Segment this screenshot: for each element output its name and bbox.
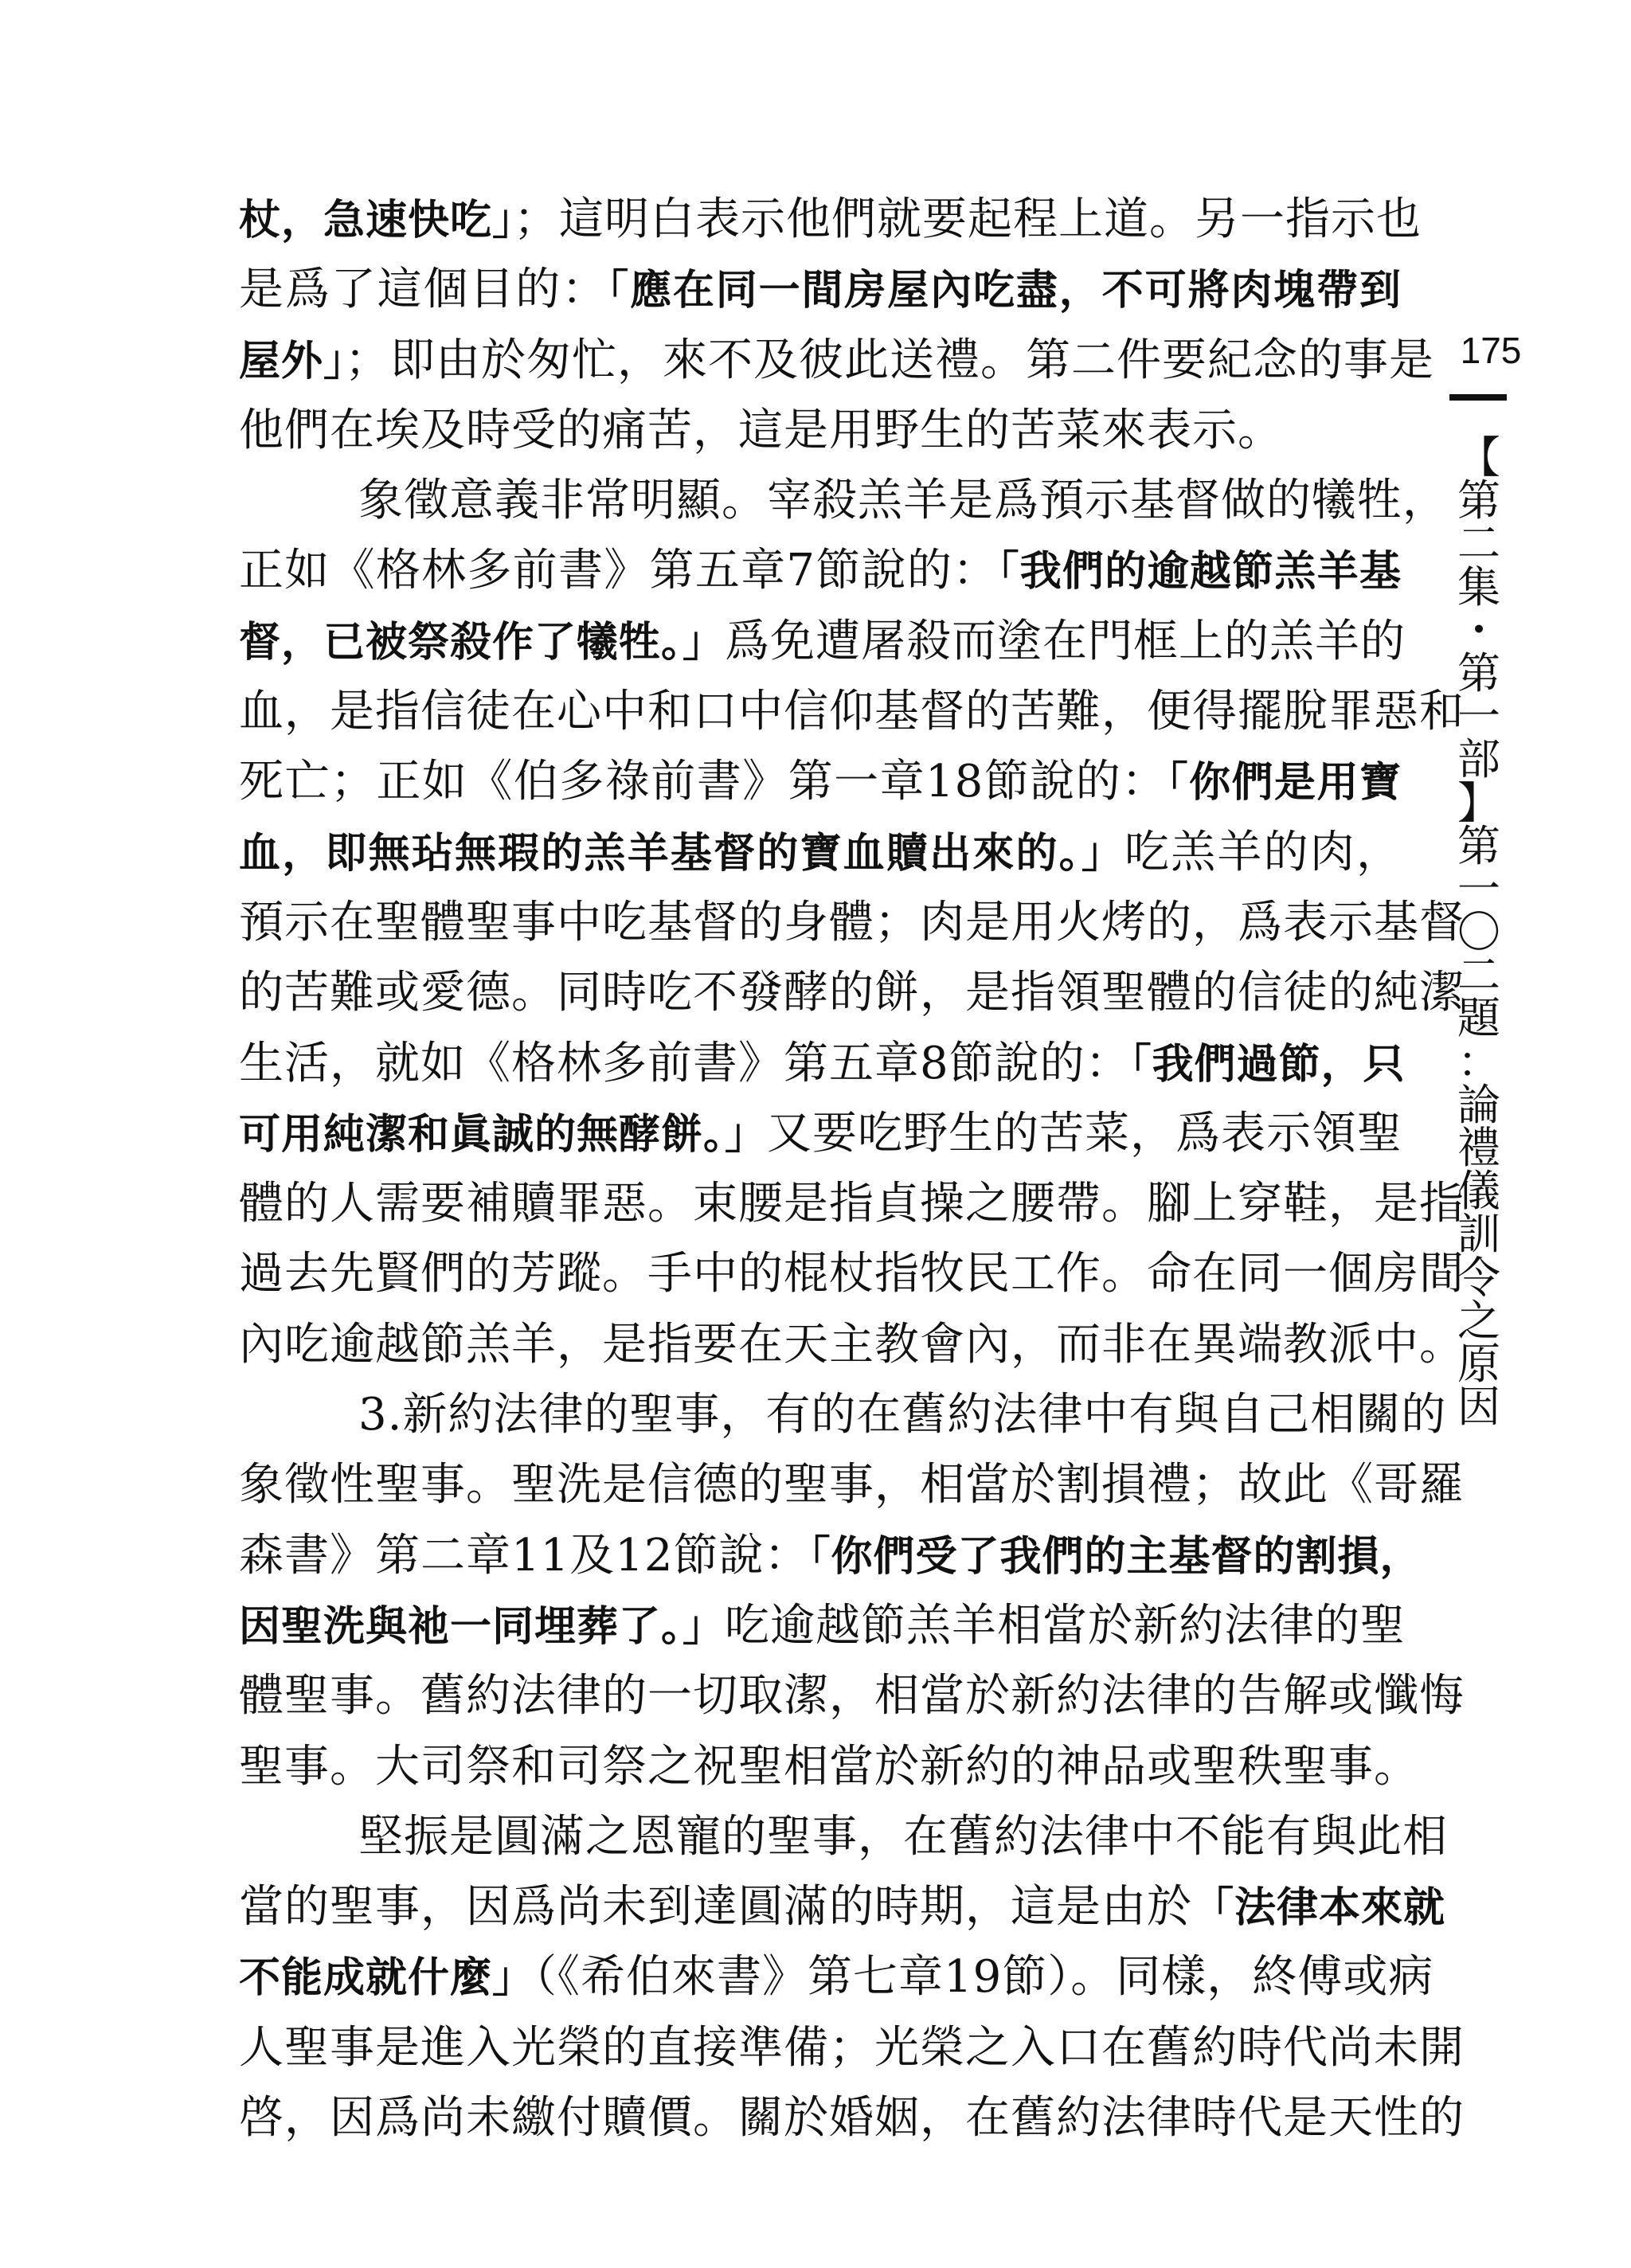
scripture-quote: 「法律本來就 [1192,1884,1446,1933]
text-segment: 吃逾越節羔羊相當於新約法律的聖 [725,1599,1406,1652]
scripture-quote: 不能成就什麼」 [239,1954,535,2003]
text-segment: 吃羔羊的肉， [1124,826,1402,878]
running-header-char: 】 [1457,777,1500,828]
text-line [239,2083,1465,2153]
page-number: 175 [1460,330,1522,371]
text-segment: 體聖事。舊約法律的一切取潔，相當於新約法律的告解或懺悔 [239,1670,1465,1723]
text-line [239,536,1402,606]
running-header-char: 儀 [1457,1166,1500,1217]
text-segment: 的苦難或愛德。同時吃不發酵的餅，是指領聖體的信徒的純潔 [239,967,1465,1019]
running-header-char: 題 [1457,993,1500,1044]
scripture-quote: 督，已被祭殺作了犧牲。」 [239,618,726,667]
scripture-quote: 「應在同一間房屋內吃盡，不可將肉塊帶到 [608,267,1402,315]
running-header-char: 禮 [1457,1123,1500,1173]
text-line [239,1380,1447,1450]
text-line [239,1239,1465,1309]
running-header-char: 因 [1457,1382,1500,1433]
text-line [239,958,1465,1028]
text-segment: （《希伯來書》第七章19節）。同樣，終傅或病 [534,1951,1434,2004]
text-segment: 血，是指信徒在心中和口中信仰基督的苦難，便得擺脫罪惡和 [239,686,1465,738]
running-header-char: 二 [1457,950,1500,1001]
text-line [239,396,1402,466]
text-line [239,466,1448,536]
text-line [239,677,1465,747]
text-line [239,747,1402,817]
text-line [239,1521,1422,1591]
text-line [239,1029,1406,1099]
running-header-char: 【 [1457,432,1500,483]
scripture-quote: 杖，急速快吃」 [239,197,514,244]
text-segment: ；這明白表示他們就要起程上道。另一指示也 [514,194,1422,245]
text-segment: 死亡；正如《伯多祿前書》第一章18節說的： [239,756,1168,808]
text-segment: 聖事。大司祭和司祭之祝聖相當於新約的神品或聖秩聖事。 [239,1740,1419,1793]
text-line [239,255,1402,325]
text-line [239,1661,1465,1731]
text-segment: 生活，就如《格林多前書》第五章8節說的： [239,1037,1131,1089]
running-header-char: 部 [1457,734,1500,785]
text-segment: 啓，因爲尚未繳付贖價。關於婚姻，在舊約法律時代是天性的 [239,2092,1465,2145]
running-header-char: 二 [1457,518,1500,569]
text-segment: 體的人需要補贖罪惡。束腰是指貞操之腰帶。腳上穿鞋，是指 [239,1178,1465,1230]
text-line [239,1450,1465,1520]
running-header-char: 原 [1457,1338,1500,1389]
text-line [239,1732,1419,1802]
text-line [239,818,1402,888]
text-segment: 預示在聖體聖事中吃基督的身體；肉是用火烤的，爲表示基督 [239,896,1465,948]
text-segment: 又要吃野生的苦菜，爲表示領聖 [767,1107,1403,1159]
running-header-char: 論 [1457,1079,1500,1130]
running-header-char: 訓 [1457,1209,1500,1260]
text-line [239,1169,1465,1239]
text-line [239,2013,1465,2083]
text-line [239,1802,1448,1872]
scripture-quote: 可用純潔和眞誠的無酵餅。」 [239,1110,768,1159]
scripture-quote: 「我們的逾越節羔羊基 [998,548,1402,596]
text-line [239,1310,1465,1380]
running-header-char: 一 [1457,863,1500,914]
text-line [239,185,1422,255]
text-segment: 人聖事是進入光榮的直接準備；光榮之入口在舊約時代尚未開 [239,2021,1465,2074]
text-segment: 堅振是圓滿之恩寵的聖事，在舊約法律中不能有與此相 [358,1810,1448,1863]
scripture-quote: 屋外」 [239,337,346,385]
text-segment: 象徵意義非常明顯。宰殺羔羊是爲預示基督做的犧牲， [358,475,1448,527]
scripture-quote: 因聖洗與祂一同埋葬了。」 [239,1602,726,1651]
running-header-char: 一 [1457,691,1500,742]
text-segment: 正如《格林多前書》第五章7節說的： [239,545,999,597]
text-line [239,888,1465,958]
scripture-quote: 「你們受了我們的主基督的割損， [809,1532,1422,1581]
text-segment: 是爲了這個目的： [239,264,608,316]
text-segment: 森書》第二章11及12節說： [239,1529,810,1582]
scripture-quote: 血，即無玷無瑕的羔羊基督的寶血贖出來的。」 [239,829,1125,878]
running-header-char: 令 [1457,1252,1500,1303]
text-segment: 當的聖事，因爲尚未到達圓滿的時期，這是由於 [239,1881,1192,1934]
running-header-char: 集 [1457,561,1500,612]
header-rule [1449,394,1507,401]
text-line [239,326,1435,396]
text-segment: 3.新約法律的聖事，有的在舊約法律中有與自己相關的 [358,1389,1447,1441]
text-segment: ；即由於匆忙，來不及彼此送禮。第二件要紀念的事是 [345,334,1435,386]
running-header-char: 第 [1457,647,1500,698]
text-segment: 內吃逾越節羔羊，是指要在天主教會內，而非在異端教派中。 [239,1318,1465,1371]
scripture-quote: 「我們過節，只 [1130,1040,1406,1089]
running-header-char: 之 [1457,1295,1500,1346]
text-line [239,1872,1446,1942]
scripture-quote: 「你們是用寶 [1167,759,1402,807]
text-line [239,607,1406,677]
text-line [239,1099,1402,1169]
running-header-char: 第 [1457,475,1500,526]
running-header-char: 第 [1457,820,1500,871]
text-segment: 過去先賢們的芳蹤。手中的棍杖指牧民工作。命在同一個房間 [239,1248,1465,1300]
text-segment: 象徵性聖事。聖洗是信德的聖事，相當於割損禮；故此《哥羅 [239,1459,1465,1511]
text-line [239,1942,1434,2012]
text-line [239,1591,1406,1661]
text-segment: 他們在埃及時受的痛苦，這是用野生的苦菜來表示。 [239,404,1283,456]
body-text [239,185,1465,2153]
running-header-char: 〇 [1457,907,1500,958]
running-header-char: ・ [1457,604,1500,655]
text-segment: 爲免遭屠殺而塗在門框上的羔羊的 [725,615,1406,667]
running-header-char: ： [1457,1036,1500,1087]
